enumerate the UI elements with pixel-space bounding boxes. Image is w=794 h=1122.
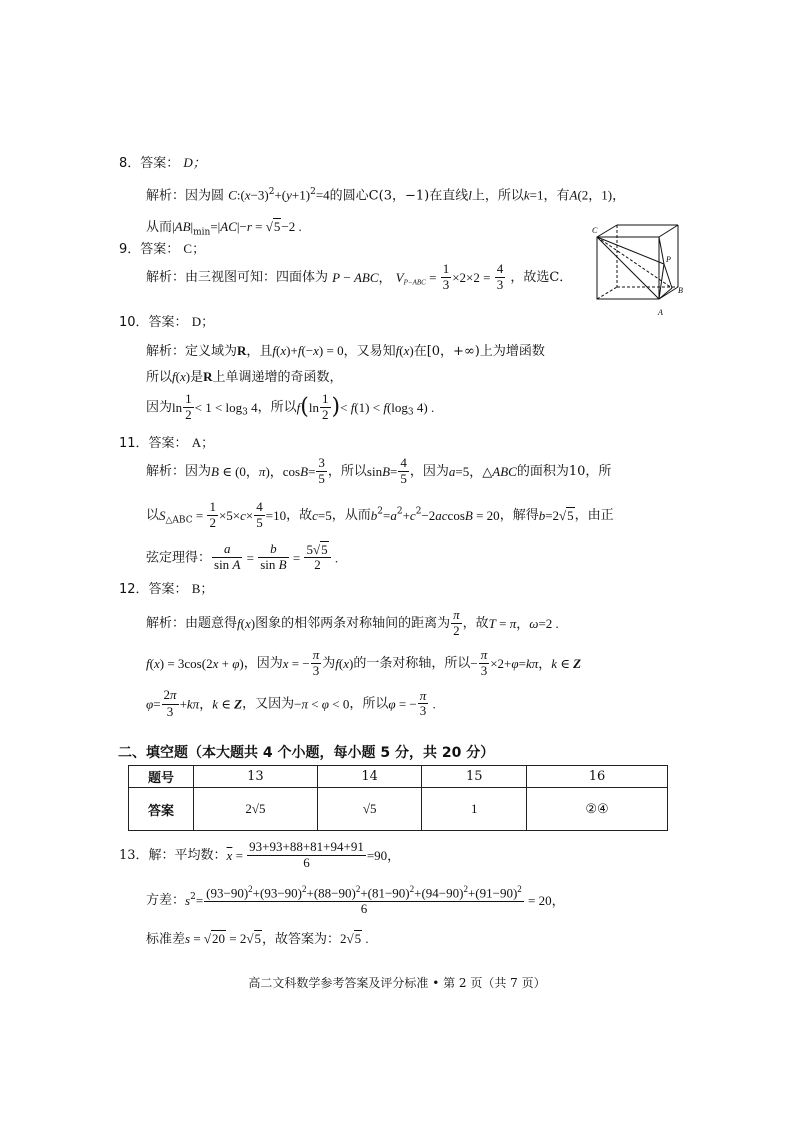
q9-analysis-label: 解析：由三视图可知：四面体为 [146, 269, 329, 285]
table-head-label: 题号 [129, 766, 194, 788]
q10-l3b: ，所以 [257, 399, 297, 415]
q11-line-3: 弦定理得： $\frac{a}{\text{sin A}}$ = $\frac{b}{\text{sin B}}$ = $\frac{5√5}{2}$ . [146, 541, 339, 573]
table-number: 16 [527, 766, 668, 788]
q11-l2c: ，从而 [331, 507, 371, 523]
q11-analysis-label: 解析：因为 [146, 463, 212, 479]
q8-circle-eq: C [228, 187, 237, 203]
table-number: 14 [317, 766, 422, 788]
q11-l2b: ，故 [286, 507, 313, 523]
q10-label: 10．答案： [119, 315, 188, 330]
q10-line-3: 因为ln $\frac{1}{2}$ < $1 < \log_3 4$，所以f(ln $\frac{1}{2}$ )< $f(1) < f(\log_3$ 4) . [146, 391, 435, 422]
q10-text-3: 在[0，+∞)上为增函数 [413, 344, 545, 359]
q12-analysis-label: 解析：由题意得 [146, 615, 238, 631]
q11-text-3: 的面积为10，所 [516, 463, 612, 479]
q9-answer: C； [183, 241, 206, 256]
table-number: 13 [194, 766, 318, 788]
q12-l3a: ，又因为 [242, 696, 295, 712]
q11-text-2: ，因为 [409, 463, 449, 479]
answer-table [128, 765, 668, 831]
q10-l2a: 所以 [146, 370, 173, 385]
q10-l2c: 上单调递增的奇函数， [212, 370, 343, 385]
q11-l2e: ，由正 [574, 507, 614, 523]
q10-text-1: ，且 [246, 344, 273, 359]
q13-var-label: 方差： [146, 893, 186, 909]
q10-analysis-label: 解析：定义域为 [146, 344, 238, 359]
q10-analysis-line: 解析：定义域为R，且f(x)+f(−x) = 0，又易知f(x)在[0，+∞)上为增函数 [146, 343, 545, 359]
table-answer: 1 [422, 788, 527, 831]
q13-std-label: 标准差 [146, 932, 186, 947]
section-2-heading: 二、填空题（本大题共 4 个小题，每小题 5 分，共 20 分） [118, 745, 495, 761]
q10-answer: D； [191, 314, 215, 329]
q12-answer-line [119, 582, 213, 596]
q11-line-2: 以$S_{\triangle ABC}$ = $\frac{1}{2}$ ×5×c× $\frac{4}{5}$ =10，故c=5，从而$b^2=a^2+c^2-2accosB = 20$，解得b=2√5，由正 [146, 499, 614, 530]
q11-answer-line [119, 436, 214, 450]
table-answer: ②④ [527, 788, 668, 831]
q8-answer-line [119, 156, 206, 170]
label-b: B [678, 286, 683, 295]
q13-variance-line: 方差：$s^2=$ $\frac{(93-90)^2+(93-90)^2+(88-90)^2+(81-90)^2+(94-90)^2+(91-90)^2}{6}$ = 20， [146, 884, 565, 917]
q9-analysis-line: 解析：由三视图可知：四面体为 P − ABC， $V_{P-ABC}$ = $\frac{1}{3}$ ×2×2 = $\frac{4}{3}$ ，故选C． [146, 261, 573, 292]
q11-label: 11．答案： [119, 436, 188, 451]
q8-analysis-label: 解析：因为圆 [146, 188, 225, 204]
q11-l3a: 弦定理得： [146, 550, 212, 566]
q11-l2a: 以 [146, 507, 160, 523]
table-ans-label: 答案 [129, 788, 194, 831]
q12-answer: B； [191, 581, 214, 596]
q12-l3b: ，所以 [349, 696, 389, 712]
q10-text-2: ，又易知 [343, 344, 396, 359]
table-number: 15 [422, 766, 527, 788]
label-c: C [592, 226, 598, 235]
q11-answer: A； [191, 435, 215, 450]
q8-text-3: ，有 [543, 188, 570, 204]
q8-text-2: 上，所以 [471, 188, 524, 204]
label-p: P [666, 255, 671, 264]
q10-line-2: 所以f(x)是R上单调递增的奇函数， [146, 369, 343, 385]
table-answer: 2√5 [194, 788, 318, 831]
q12-l2b: 为 [322, 655, 336, 671]
table-answer: √5 [317, 788, 422, 831]
q8-text-1: 的圆心C(3，−1)在直线 [329, 188, 469, 204]
q8-analysis-line: 解析：因为圆 $C:(x-3)^2+(y+1)^2=4$的圆心C(3，−1)在直线l上，所以k=1，有A(2，1)， [146, 187, 626, 204]
label-a: A [658, 308, 663, 317]
q12-text-1: 图象的相邻两条对称轴间的距离为 [255, 615, 451, 631]
q8-answer: D； [183, 155, 206, 170]
q13-std-text: ，故答案为： [262, 932, 341, 947]
q12-text-2: ，故 [462, 615, 489, 631]
q9-label: 9．答案： [119, 242, 180, 257]
q11-text-1: ，所以 [327, 463, 367, 479]
q13-mean-line: 13．解：平均数：$\overline{x}$ = $\frac{93+93+88+81+94+91}{6}$ =90， [119, 839, 401, 870]
table-header-row [129, 766, 668, 788]
q11-analysis-line: 解析：因为B ∈ (0，π)，cosB= $\frac{3}{5}$ ，所以sinB= $\frac{4}{5}$ ，因为a=5，△ABC的面积为10，所 [146, 455, 612, 486]
q12-l2c: 的一条对称轴，所以 [353, 655, 471, 671]
q8-from: 从而 [146, 220, 173, 235]
q12-analysis-line: 解析：由题意得f(x)图象的相邻两条对称轴间的距离为 $\frac{\pi}{2}$ ，故T = π，ω=2 . [146, 607, 559, 638]
q12-l2a: ，因为 [243, 655, 283, 671]
cube-figure [592, 222, 692, 322]
q11-l2d: ，解得 [499, 507, 539, 523]
q8-label: 8．答案： [119, 156, 180, 171]
q8-conclusion-line: 从而$|AB|_{min}=|AC|-r = √5-2$ . [146, 219, 302, 238]
q12-label: 12．答案： [119, 582, 188, 597]
q10-l2b: 是 [190, 370, 204, 385]
q10-answer-line [119, 315, 214, 329]
table-answer-row [129, 788, 668, 831]
page-footer: 高二文科数学参考答案及评分标准 • 第 2 页（共 7 页） [248, 976, 546, 990]
q10-l3a: 因为 [146, 399, 173, 415]
q9-answer-line [119, 242, 205, 256]
q9-text-2: ，故选C． [510, 269, 573, 285]
q12-line-2: f(x) = 3cos(2x + φ)，因为x = − $\frac{\pi}{3}$ 为f(x)的一条对称轴，所以− $\frac{\pi}{3}$ ×2+φ=kπ，k ∈ Z [146, 647, 582, 678]
q13-label: 13．解：平均数： [119, 847, 227, 863]
q12-line-3: φ= $\frac{2\pi}{3}$ +kπ，k ∈ Z，又因为−π < φ < 0，所以φ = − $\frac{\pi}{3}$ . [146, 687, 436, 719]
q13-std-line: 标准差s = √20 = 2√5，故答案为：2√5 . [146, 931, 369, 947]
